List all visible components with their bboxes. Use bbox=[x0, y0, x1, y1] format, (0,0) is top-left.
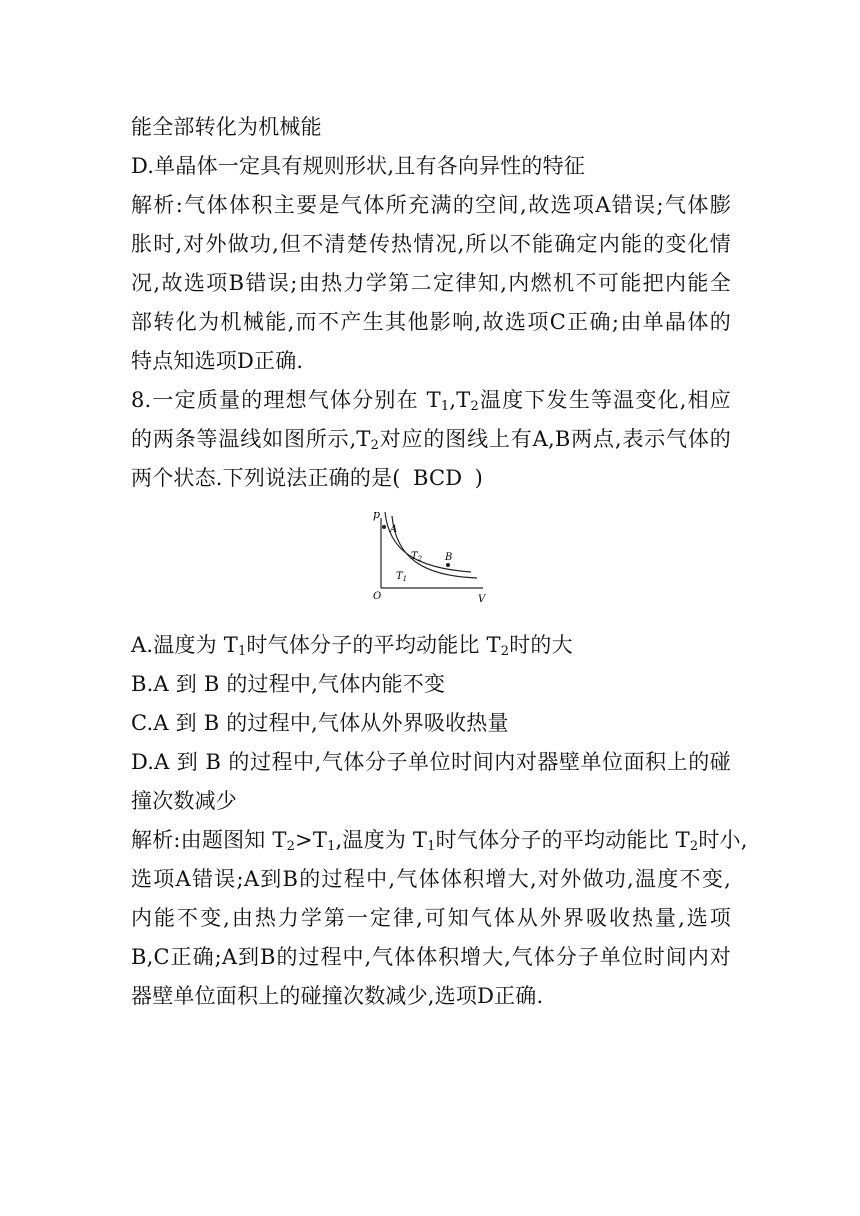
point-a bbox=[382, 525, 386, 529]
point-b bbox=[446, 563, 450, 567]
point-label-b: B bbox=[445, 552, 453, 563]
analysis-8-line-5: 器壁单位面积上的碰撞次数减少,选项D正确. bbox=[131, 984, 544, 1008]
axis-label-v: V bbox=[478, 594, 486, 605]
option-d-previous: D.单晶体一定具有规则形状,且有各向异性的特征 bbox=[131, 154, 586, 178]
option-a: A.温度为 $T_1$时气体分子的平均动能比 $T_2$时的大 bbox=[131, 633, 573, 659]
isotherm-figure bbox=[131, 506, 731, 624]
analysis-8-line-2: 选项A错误;A到B的过程中,气体体积增大,对外做功,温度不变, bbox=[131, 867, 731, 891]
question-8-line-1: 8.一定质量的理想气体分别在 $T_1,T_2$温度下发生等温变化,相应 bbox=[131, 388, 731, 414]
analysis-line: 解析:气体体积主要是气体所充满的空间,故选项A错误;气体膨 bbox=[131, 193, 731, 217]
question-8-line-2: 的两条等温线如图所示$,T_2$对应的图线上有A,B两点,表示气体的 bbox=[131, 427, 731, 453]
option-c: C.A 到 B 的过程中,气体从外界吸收热量 bbox=[131, 711, 509, 735]
isotherm-t1 bbox=[392, 516, 477, 578]
question-8-line-3: 两个状态.下列说法正确的是( BCD ) bbox=[131, 459, 731, 498]
analysis-8-line-3: 内能不变,由热力学第一定律,可知气体从外界吸收热量,选项 bbox=[131, 906, 731, 930]
analysis-line: 况,故选项B错误;由热力学第二定律知,内燃机不可能把内能全 bbox=[131, 271, 731, 295]
option-d-line-1: D.A 到 B 的过程中,气体分子单位时间内对器壁单位面积上的碰 bbox=[131, 750, 731, 774]
analysis-8-line-1: 解析:由题图知 $T_2>T_1$,温度为 $T_1$时气体分子的平均动能比 $T_2$时小, bbox=[131, 828, 748, 854]
isotherm-t2 bbox=[385, 512, 471, 572]
curve-label-t2: $T_2$ bbox=[411, 551, 423, 563]
analysis-line: 部转化为机械能,而不产生其他影响,故选项C正确;由单晶体的 bbox=[131, 310, 731, 334]
analysis-line: 特点知选项D正确. bbox=[131, 349, 304, 373]
option-d-line-2: 撞次数减少 bbox=[131, 789, 237, 813]
text-line: 能全部转化为机械能 bbox=[131, 115, 322, 139]
option-b: B.A 到 B 的过程中,气体内能不变 bbox=[131, 672, 446, 696]
point-label-a: A bbox=[390, 524, 398, 535]
axis-label-p: p bbox=[373, 508, 381, 521]
document-page bbox=[131, 108, 748, 1016]
pv-diagram bbox=[361, 506, 491, 624]
analysis-8-line-4: B,C正确;A到B的过程中,气体体积增大,气体分子单位时间内对 bbox=[131, 945, 731, 969]
origin-label-o: O bbox=[373, 591, 382, 602]
answer-text: BCD bbox=[413, 466, 463, 490]
analysis-line: 胀时,对外做功,但不清楚传热情况,所以不能确定内能的变化情 bbox=[131, 232, 731, 256]
curve-label-t1: $T_1$ bbox=[396, 571, 408, 583]
